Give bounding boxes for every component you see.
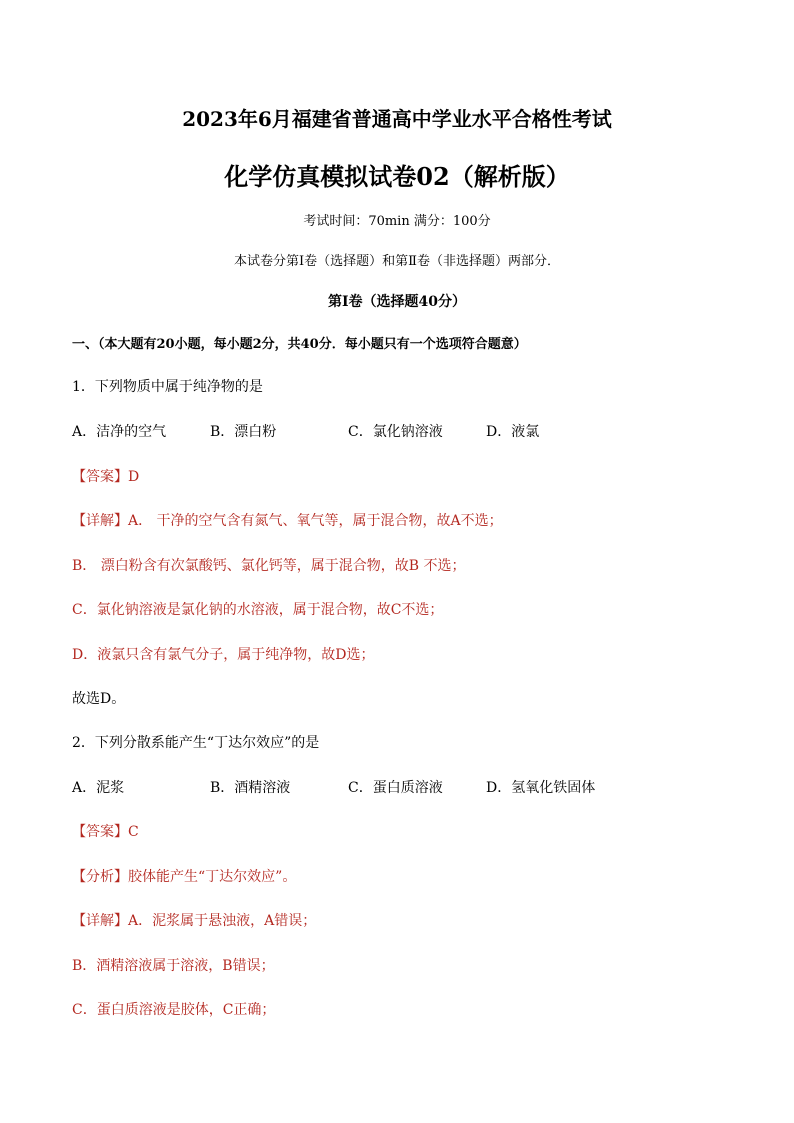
question-1-detail-line-4: D．液氯只含有氯气分子，属于纯净物，故D选； xyxy=(72,647,375,663)
answer-tag: 【答案】 xyxy=(72,469,128,485)
detail-text: A．泥浆属于悬浊液，A错误； xyxy=(128,913,317,929)
question-2-detail-line-3: C．蛋白质溶液是胶体，C正确； xyxy=(72,1002,276,1018)
option-b: B．酒精溶液 xyxy=(210,780,291,796)
detail-tag: 【详解】 xyxy=(72,913,128,929)
option-b: B．漂白粉 xyxy=(210,424,277,440)
option-a: A．洁净的空气 xyxy=(72,424,167,440)
option-c: C．氯化钠溶液 xyxy=(348,424,443,440)
option-c: C．蛋白质溶液 xyxy=(348,780,443,796)
answer-value: D xyxy=(128,469,140,485)
answer-tag: 【答案】 xyxy=(72,824,128,840)
option-a: A．泥浆 xyxy=(72,780,125,796)
exam-title: 2023年6月福建省普通高中学业水平合格性考试 xyxy=(182,107,612,131)
question-2-stem: 2．下列分散系能产生“丁达尔效应”的是 xyxy=(72,735,320,751)
question-1-detail-line-1 xyxy=(72,510,503,530)
question-1-stem: 1．下列物质中属于纯净物的是 xyxy=(72,379,263,395)
paper-title: 化学仿真模拟试卷02（解析版） xyxy=(224,162,570,191)
question-1-options xyxy=(72,421,732,441)
exam-info: 考试时间：70min 满分：100分 xyxy=(303,214,491,229)
detail-tag: 【详解】 xyxy=(72,513,128,529)
part-title: 第Ⅰ卷（选择题40分） xyxy=(327,294,467,310)
question-1-conclusion: 故选D。 xyxy=(72,691,126,707)
question-2-analysis xyxy=(72,866,296,886)
volume-info: 本试卷分第Ⅰ卷（选择题）和第Ⅱ卷（非选择题）两部分． xyxy=(234,254,560,269)
detail-text: A． 干净的空气含有氮气、氧气等，属于混合物，故A不选； xyxy=(128,513,503,529)
question-2-detail-line-1 xyxy=(72,910,316,930)
question-1-answer xyxy=(72,466,139,486)
option-d: D．液氯 xyxy=(486,424,540,440)
question-2-detail-line-2: B．酒精溶液属于溶液，B错误； xyxy=(72,958,275,974)
question-2-answer xyxy=(72,821,139,841)
question-2-options xyxy=(72,777,732,797)
option-d: D．氢氧化铁固体 xyxy=(486,780,596,796)
analysis-text: 胶体能产生“丁达尔效应”。 xyxy=(128,869,297,885)
answer-value: C xyxy=(128,824,139,840)
analysis-tag: 【分析】 xyxy=(72,869,128,885)
question-1-detail-line-2: B． 漂白粉含有次氯酸钙、氯化钙等，属于混合物，故B 不选； xyxy=(72,558,466,574)
section-instruction: 一、（本大题有20小题，每小题2分，共40分．每小题只有一个选项符合题意） xyxy=(72,337,527,352)
question-1-detail-line-3: C．氯化钠溶液是氯化钠的水溶液，属于混合物，故C不选； xyxy=(72,602,444,618)
